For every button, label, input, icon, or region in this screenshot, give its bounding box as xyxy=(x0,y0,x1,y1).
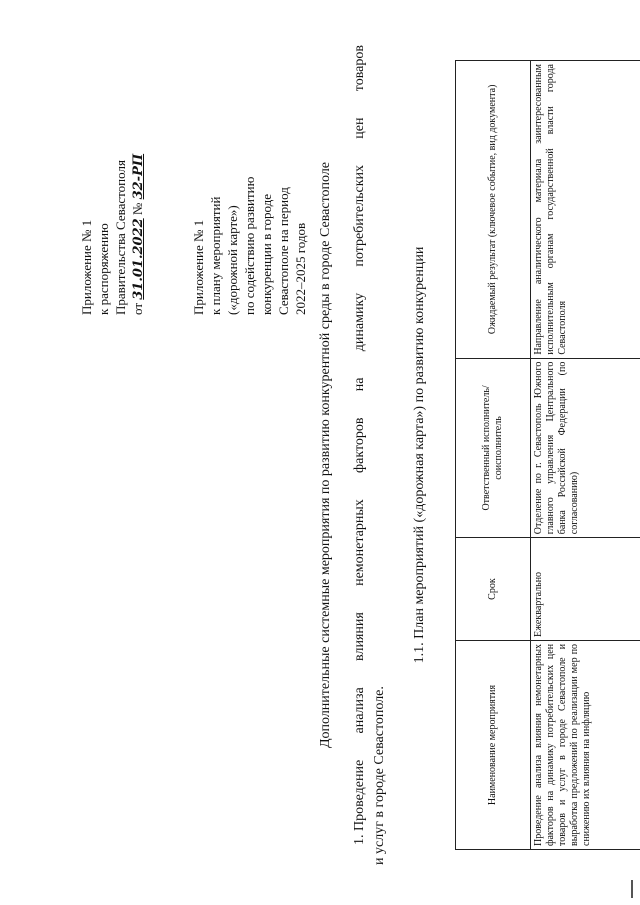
section-word: влияния xyxy=(352,612,367,661)
section-heading-line1 xyxy=(350,45,370,865)
header-executor: Ответственный исполнитель/ соисполнитель xyxy=(456,358,531,538)
section-word: цен xyxy=(352,117,367,139)
section-word: анализа xyxy=(352,687,367,734)
plan-table xyxy=(455,60,640,850)
appendix-plan-block xyxy=(190,15,309,315)
cell-term: Ежеквартально xyxy=(531,538,640,641)
table-row xyxy=(531,61,640,850)
section-word: на xyxy=(352,377,367,392)
handwritten-number: 32-РП xyxy=(131,153,146,200)
appendix-block xyxy=(78,15,147,315)
section-word: 1. Проведение xyxy=(352,759,367,845)
cell-executor: Отделение по г. Севастополь Южного главного управления Центрального банка Российской Федерации (по согласованию) xyxy=(531,358,640,538)
document-title: Дополнительные системные мероприятия по развитию конкурентной среды в городе Севастополе xyxy=(318,161,333,749)
cell-activity-name: Проведение анализа влияния немонетарных факторов на динамику потребительских цен товаров и услуг в городе Севастополе и выработка предложений по реализации мер по снижению их влияния на инфляцию xyxy=(531,640,640,849)
appendix-date-line xyxy=(129,15,147,315)
header-term: Срок xyxy=(456,538,531,641)
section-word: немонетарных xyxy=(352,499,367,586)
appendix-line: к распоряжению xyxy=(96,223,111,315)
appendix2-line: («дорожной карте») xyxy=(225,205,240,315)
section-heading xyxy=(350,45,390,865)
appendix2-line: Севастополе на период xyxy=(276,187,291,315)
plan-subtitle: 1.1. План мероприятий («дорожная карта») по развитию конкуренции xyxy=(412,246,427,664)
section-word: товаров xyxy=(352,45,367,92)
header-activity-name: Наименование мероприятия xyxy=(456,640,531,849)
appendix2-line: конкуренции в городе xyxy=(259,194,274,315)
section-word: факторов xyxy=(352,417,367,473)
appendix-line: Приложение № 1 xyxy=(79,219,94,315)
handwritten-date: 31.01.2022 xyxy=(131,218,146,300)
section-heading-line2: и услуг в городе Севастополе. xyxy=(372,686,387,865)
number-prefix: № xyxy=(130,199,145,219)
date-prefix: от xyxy=(130,299,145,315)
appendix-line: Правительства Севастополя xyxy=(113,160,128,315)
appendix2-line: Приложение № 1 xyxy=(191,219,206,315)
section-word: потребительских xyxy=(352,165,367,267)
cell-result: Направление аналитического материала заинтересованным исполнительным органам государственной власти города Севастополя xyxy=(531,61,640,359)
scan-edge-mark xyxy=(631,880,633,898)
appendix2-line: 2022–2025 годов xyxy=(293,222,308,315)
appendix2-line: по содействию развитию xyxy=(242,176,257,315)
header-result: Ожидаемый результат (ключевое событие, вид документа) xyxy=(456,61,531,359)
table-header-row xyxy=(456,61,531,850)
section-word: динамику xyxy=(352,292,367,352)
appendix2-line: к плану мероприятий xyxy=(208,196,223,315)
